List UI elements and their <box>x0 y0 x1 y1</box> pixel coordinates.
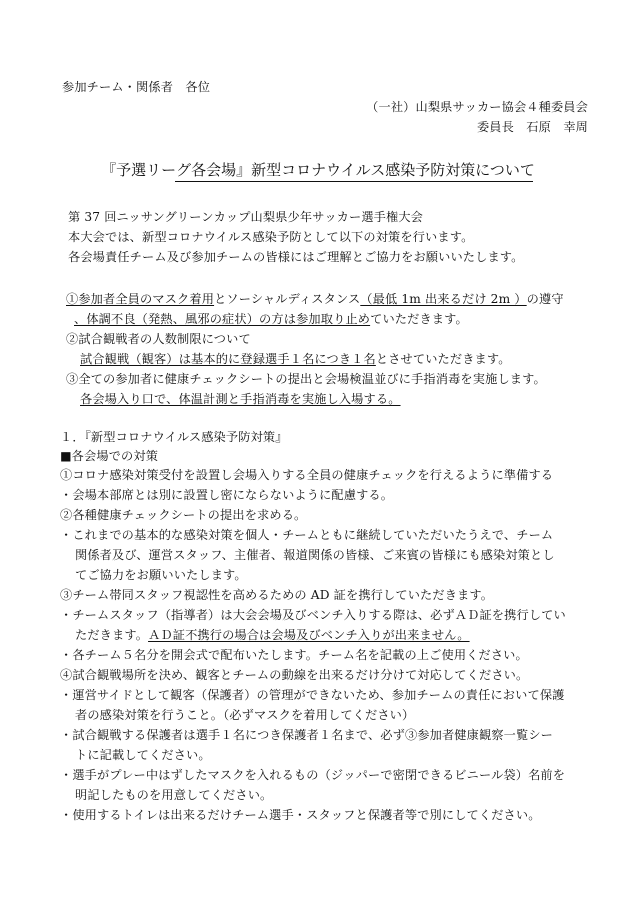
intro-line-3: 各会場責任チーム及び参加チームの皆様にはご理解とご協力をお願いいたします。 <box>68 250 524 264</box>
measure-line-12: ・運営サイドとして観客（保護者）の管理ができないため、参加チームの責任において保護 <box>60 688 565 702</box>
measure-line-7: ③チーム帯同スタッフ視認性を高めるための AD 証を携行していただきます。 <box>60 588 494 602</box>
measure-line-14: ・試合観戦する保護者は選手１名につき保護者１名まで、必ず③参加者健康観察一覧シー <box>60 728 554 742</box>
summary-item-1-sick-tail: ていただきます。 <box>370 312 468 326</box>
summary-item-1-sick: 、体調不良（発熱、風邪の症状）の方は参加取り止め <box>74 312 371 326</box>
summary-item-1 <box>66 291 564 307</box>
intro-line-1: 第 37 回ニッサングリーンカップ山梨県少年サッカー選手権大会 <box>68 210 424 224</box>
measure-line-15: トに記載してください。 <box>75 748 211 762</box>
page-title: 『予選リーグ各会場』新型コロナウイルス感染予防対策について <box>101 161 535 179</box>
measure-line-17: 明記したものを用意してください。 <box>75 788 273 802</box>
title-underline <box>175 181 533 182</box>
summary-item-1-distance: とソーシャルディスタンス <box>214 292 361 306</box>
measure-line-1: ①コロナ感染対策受付を設置し会場入りする全員の健康チェックを行えるように準備する <box>60 468 554 482</box>
intro-line-2: 本大会では、新型コロナウイルス感染予防として以下の対策を行います。 <box>68 230 474 244</box>
summary-item-1-cont <box>74 311 468 327</box>
summary-item-3: ③全ての参加者に健康チェックシートの提出と会場検温並びに手指消毒を実施します。 <box>66 372 546 386</box>
measure-line-5: 関係者及び、運営スタッフ、主催者、報道関係の皆様、ご来賓の皆様にも感染対策とし <box>75 548 555 562</box>
measure-line-4: ・これまでの基本的な感染対策を個人・チームともに継続していただいたうえで、チーム <box>60 528 554 542</box>
measure-line-6: てご協力をお願いいたします。 <box>75 568 247 582</box>
summary-item-1-observe: の遵守 <box>526 292 564 306</box>
measure-line-10: ・各チーム５名分を開会式で配布いたします。チーム名を記載の上ご使用ください。 <box>60 648 528 662</box>
measure-line-9 <box>75 627 470 643</box>
summary-item-2: ②試合観戦者の人数制限について <box>66 332 251 346</box>
section-heading: １．『新型コロナウイルス感染予防対策』 <box>60 430 288 444</box>
measure-line-8: ・チームスタッフ（指導者）は大会会場及びベンチ入りする際は、必ずＡＤ証を携行してい <box>60 608 566 622</box>
addressee: 参加チーム・関係者 各位 <box>62 80 211 94</box>
measure-line-3: ②各種健康チェックシートの提出を求める。 <box>60 508 307 522</box>
measure-line-11: ④試合観戦場所を決め、観客とチームの動線を出来るだけ分けて対応してください。 <box>60 668 529 682</box>
measure-line-18: ・使用するトイレは出来るだけチーム選手・スタッフと保護者等で別にしてください。 <box>60 808 541 822</box>
measure-line-16: ・選手がプレー中はずしたマスクを入れるもの（ジッパーで密閉できるビニール袋）名前を <box>60 768 566 782</box>
section-subheading: ■各会場での対策 <box>60 449 159 463</box>
sender-person: 委員長 石原 幸周 <box>476 120 588 134</box>
summary-item-1-mask: ①参加者全員のマスク着用 <box>66 292 215 306</box>
summary-item-2-cont <box>80 351 511 367</box>
summary-item-2-limit: 試合観戦（観客）は基本的に登録選手１名につき１名 <box>80 352 376 366</box>
sender-org: （一社）山梨県サッカー協会４種委員会 <box>366 100 588 114</box>
ad-warning: ＡＤ証不携行の場合は会場及びベンチ入りが出来ません。 <box>148 628 470 642</box>
measure-line-9-head: ただきます。 <box>75 628 149 642</box>
measure-line-13: 者の感染対策を行うこと。（必ずマスクを着用してください） <box>75 708 415 722</box>
summary-item-3-cont: 各会場入り口で、体温計測と手指消毒を実施し入場する。 <box>80 392 401 406</box>
summary-item-2-tail: とさせていただきます。 <box>375 352 511 366</box>
measure-line-2: ・会場本部席とは別に設置し密にならないように配慮する。 <box>60 488 394 502</box>
summary-item-1-distance-range: （最低 1m 出来るだけ 2m ） <box>360 292 527 306</box>
